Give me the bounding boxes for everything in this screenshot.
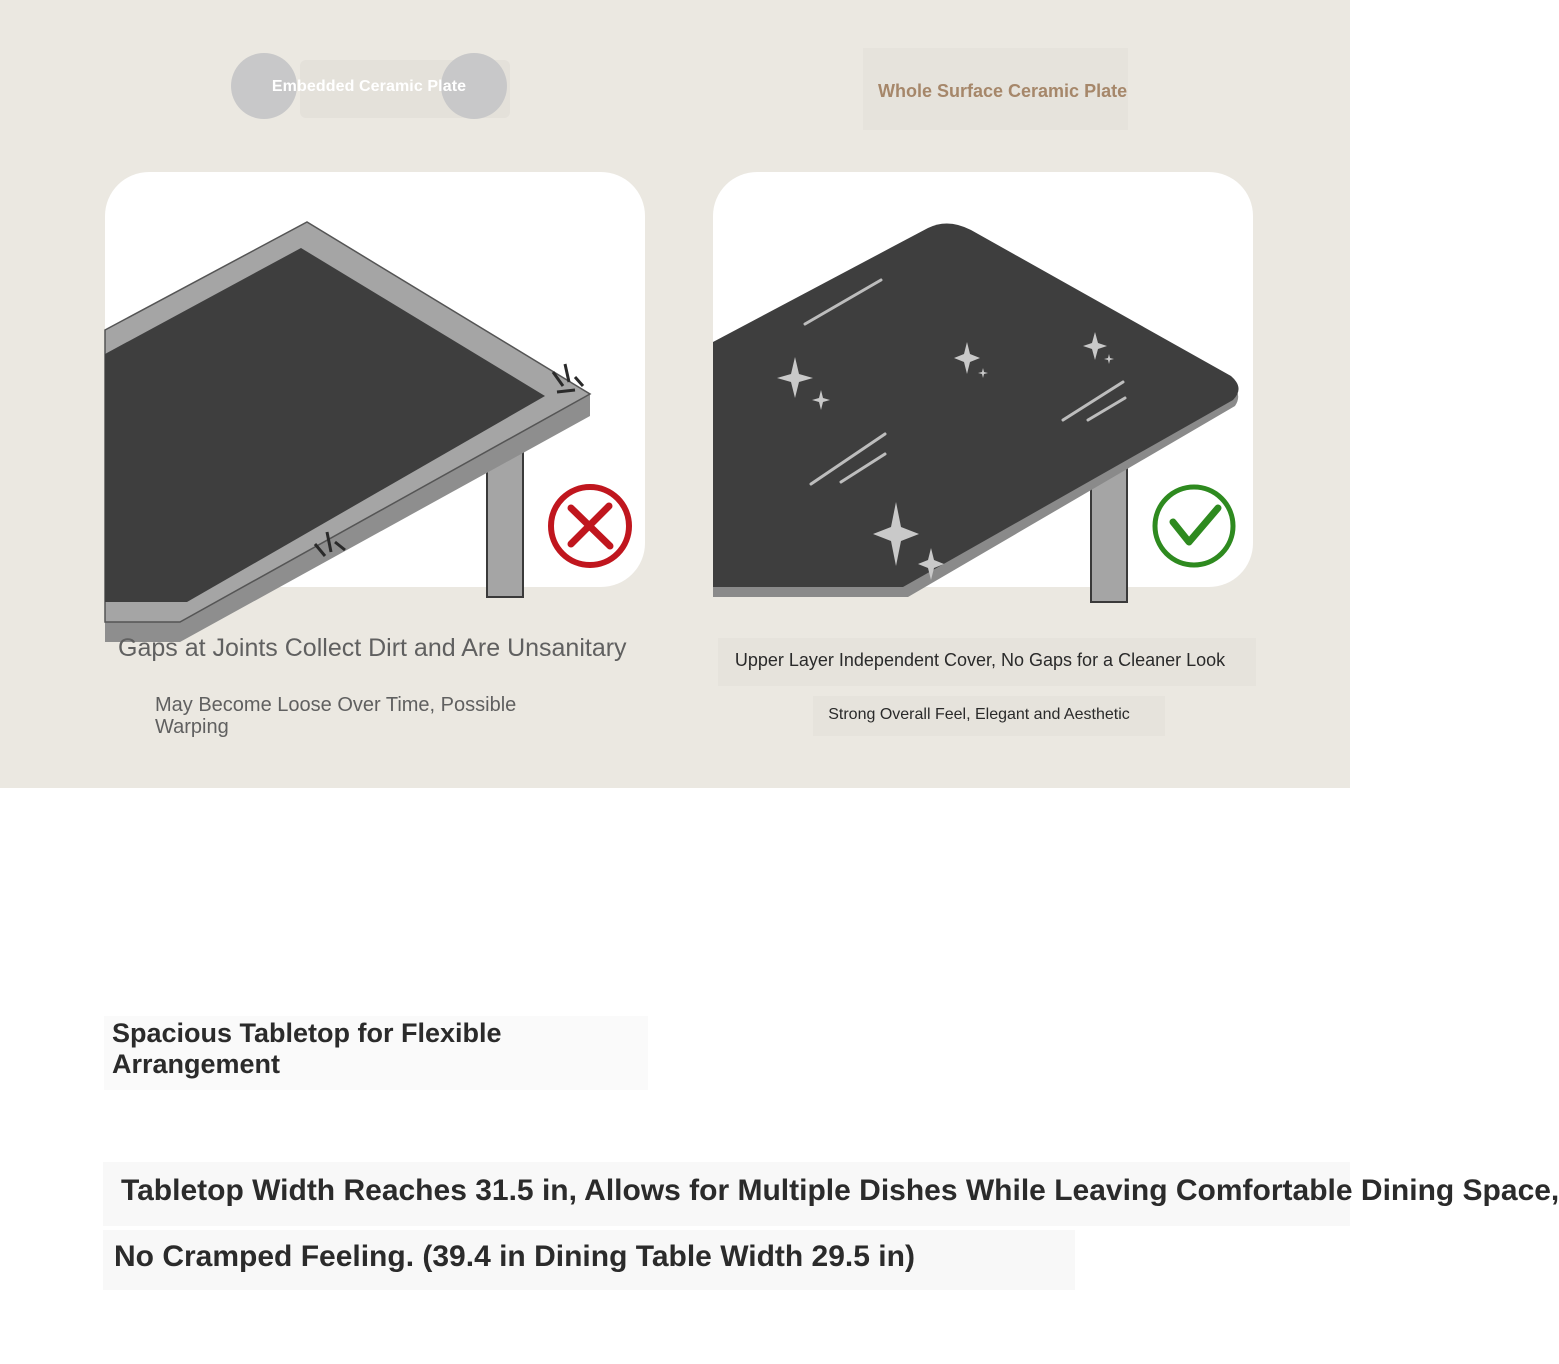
right-caption-secondary: Strong Overall Feel, Elegant and Aesthetic	[828, 706, 1130, 723]
left-option-title: Embedded Ceramic Plate	[271, 78, 467, 95]
embedded-plate-illustration	[105, 172, 645, 587]
embedded-table-drawing	[105, 172, 645, 587]
cross-icon	[551, 487, 629, 565]
whole-surface-table-drawing	[713, 172, 1253, 587]
check-icon	[1155, 487, 1233, 565]
left-caption-secondary: May Become Loose Over Time, Possible Warping	[155, 694, 517, 738]
feature-heading: Spacious Tabletop for Flexible Arrangement	[112, 1018, 502, 1079]
right-option-title: Whole Surface Ceramic Plate	[878, 81, 1128, 101]
feature-description-line1: Tabletop Width Reaches 31.5 in, Allows for Multiple Dishes While Leaving Comfortable Dining Space,	[121, 1174, 1559, 1207]
feature-section	[0, 788, 1559, 1364]
right-caption-primary: Upper Layer Independent Cover, No Gaps for a Cleaner Look	[734, 650, 1226, 670]
left-caption-primary: Gaps at Joints Collect Dirt and Are Unsanitary	[118, 634, 627, 662]
whole-surface-plate-illustration	[713, 172, 1253, 587]
feature-description-line2: No Cramped Feeling. (39.4 in Dining Table Width 29.5 in)	[114, 1240, 915, 1273]
